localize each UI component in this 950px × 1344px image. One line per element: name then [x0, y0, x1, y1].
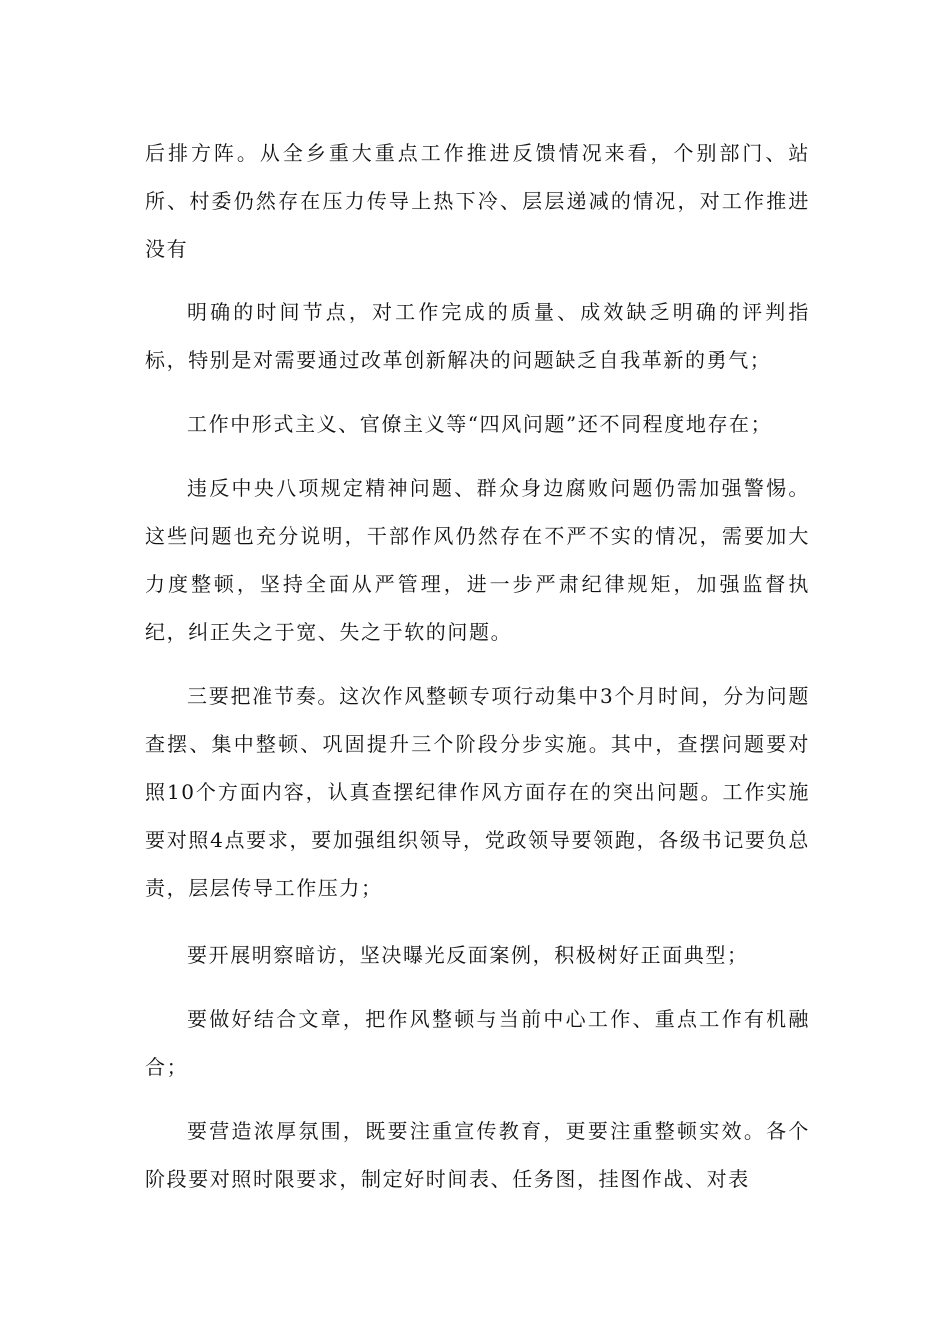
- paragraph-1: 后排方阵。从全乡重大重点工作推进反馈情况来看，个别部门、站所、村委仍然存在压力传导上热下冷、层层递减的情况，对工作推进没有: [145, 141, 810, 261]
- paragraph-7: 要做好结合文章，把作风整顿与当前中心工作、重点工作有机融合；: [145, 1007, 810, 1079]
- paragraph-3: 工作中形式主义、官僚主义等“四风问题”还不同程度地存在；: [187, 412, 773, 436]
- paragraph-2: 明确的时间节点，对工作完成的质量、成效缺乏明确的评判指标，特别是对需要通过改革创新解决的问题缺乏自我革新的勇气；: [145, 300, 810, 372]
- paragraph-5: 三要把准节奏。这次作风整顿专项行动集中3个月时间，分为问题查摆、集中整顿、巩固提升三个阶段分步实施。其中，查摆问题要对照10个方面内容，认真查摆纪律作风方面存在的突出问题。工作实施要对照4点要求，要加强组织领导，党政领导要领跑，各级书记要负总责，层层传导工作压力；: [145, 684, 810, 900]
- paragraph-6: 要开展明察暗访，坚决曝光反面案例，积极树好正面典型；: [187, 943, 749, 967]
- paragraph-4: 违反中央八项规定精神问题、群众身边腐败问题仍需加强警惕。这些问题也充分说明，干部作风仍然存在不严不实的情况，需要加大力度整顿，坚持全面从严管理，进一步严肃纪律规矩，加强监督执纪，纠正失之于宽、失之于软的问题。: [145, 476, 810, 644]
- paragraph-8: 要营造浓厚氛围，既要注重宣传教育，更要注重整顿实效。各个阶段要对照时限要求，制定好时间表、任务图，挂图作战、对表: [145, 1119, 810, 1191]
